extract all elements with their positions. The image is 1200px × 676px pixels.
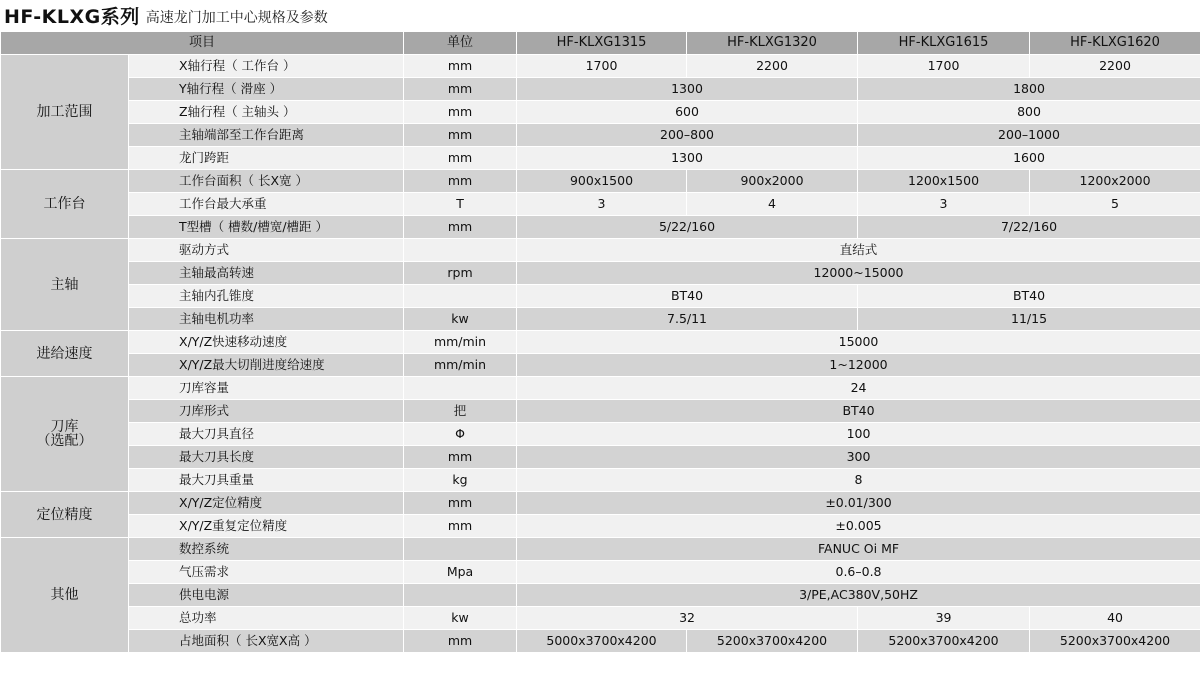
unit-cell: Φ xyxy=(404,423,517,446)
value-cell: 3 xyxy=(517,193,687,216)
unit-cell: 把 xyxy=(404,400,517,423)
value-cell: 1800 xyxy=(858,78,1200,101)
value-cell: 1~12000 xyxy=(517,354,1200,377)
value-cell: 1300 xyxy=(517,147,858,170)
unit-cell: mm xyxy=(404,515,517,538)
item-cell: 供电电源 xyxy=(129,584,404,607)
value-cell: 0.6–0.8 xyxy=(517,561,1200,584)
item-cell: 主轴最高转速 xyxy=(129,262,404,285)
item-cell: X/Y/Z重复定位精度 xyxy=(129,515,404,538)
value-cell: FANUC Oi MF xyxy=(517,538,1200,561)
value-cell: 5200x3700x4200 xyxy=(687,630,858,653)
spec-table xyxy=(0,31,1200,653)
unit-cell: mm xyxy=(404,446,517,469)
value-cell: 2200 xyxy=(687,55,858,78)
value-cell: 2200 xyxy=(1030,55,1200,78)
category-cell: 加工范围 xyxy=(1,55,129,170)
value-cell: 1600 xyxy=(858,147,1200,170)
value-cell: 100 xyxy=(517,423,1200,446)
item-cell: 最大刀具直径 xyxy=(129,423,404,446)
item-cell: 主轴电机功率 xyxy=(129,308,404,331)
table-row xyxy=(1,469,1200,492)
value-cell: 7.5/11 xyxy=(517,308,858,331)
table-row xyxy=(1,55,1200,78)
value-cell: BT40 xyxy=(858,285,1200,308)
unit-cell xyxy=(404,584,517,607)
unit-cell: Mpa xyxy=(404,561,517,584)
category-cell: 定位精度 xyxy=(1,492,129,538)
unit-cell: mm xyxy=(404,55,517,78)
value-cell: ±0.005 xyxy=(517,515,1200,538)
series-subtitle: 高速龙门加工中心规格及参数 xyxy=(145,10,328,26)
unit-cell: mm xyxy=(404,630,517,653)
table-row xyxy=(1,377,1200,400)
unit-cell: mm xyxy=(404,147,517,170)
table-row xyxy=(1,584,1200,607)
table-row xyxy=(1,308,1200,331)
category-cell: 其他 xyxy=(1,538,129,653)
unit-cell: mm/min xyxy=(404,354,517,377)
value-cell: 8 xyxy=(517,469,1200,492)
unit-cell: mm xyxy=(404,170,517,193)
value-cell: BT40 xyxy=(517,400,1200,423)
category-cell: 工作台 xyxy=(1,170,129,239)
item-cell: Y轴行程（ 滑座 ） xyxy=(129,78,404,101)
unit-cell: kg xyxy=(404,469,517,492)
item-cell: Z轴行程（ 主轴头 ） xyxy=(129,101,404,124)
table-row xyxy=(1,492,1200,515)
table-row xyxy=(1,170,1200,193)
table-row xyxy=(1,239,1200,262)
item-cell: 气压需求 xyxy=(129,561,404,584)
value-cell: 900x2000 xyxy=(687,170,858,193)
item-cell: X/Y/Z定位精度 xyxy=(129,492,404,515)
value-cell: 200–800 xyxy=(517,124,858,147)
item-cell: 驱动方式 xyxy=(129,239,404,262)
item-cell: X/Y/Z快速移动速度 xyxy=(129,331,404,354)
header-model: HF-KLXG1620 xyxy=(1030,32,1200,55)
value-cell: 32 xyxy=(517,607,858,630)
value-cell: 5200x3700x4200 xyxy=(858,630,1030,653)
table-row xyxy=(1,331,1200,354)
item-cell: 刀库形式 xyxy=(129,400,404,423)
value-cell: BT40 xyxy=(517,285,858,308)
table-row xyxy=(1,101,1200,124)
table-row xyxy=(1,78,1200,101)
value-cell: 24 xyxy=(517,377,1200,400)
unit-cell xyxy=(404,377,517,400)
page-title-bar xyxy=(0,0,1200,30)
item-cell: 占地面积（ 长X宽X高 ） xyxy=(129,630,404,653)
value-cell: 1200x2000 xyxy=(1030,170,1200,193)
value-cell: 39 xyxy=(858,607,1030,630)
value-cell: 1700 xyxy=(858,55,1030,78)
item-cell: 最大刀具重量 xyxy=(129,469,404,492)
table-row xyxy=(1,216,1200,239)
category-cell: 进给速度 xyxy=(1,331,129,377)
unit-cell xyxy=(404,538,517,561)
item-cell: 总功率 xyxy=(129,607,404,630)
table-row xyxy=(1,262,1200,285)
item-cell: X/Y/Z最大切削进度给速度 xyxy=(129,354,404,377)
value-cell: 直结式 xyxy=(517,239,1200,262)
table-row xyxy=(1,607,1200,630)
series-title: HF-KLXG系列 xyxy=(4,6,140,28)
value-cell: 15000 xyxy=(517,331,1200,354)
table-header-row xyxy=(1,32,1200,55)
table-row xyxy=(1,538,1200,561)
value-cell: 1700 xyxy=(517,55,687,78)
table-row xyxy=(1,147,1200,170)
category-cell: 主轴 xyxy=(1,239,129,331)
table-row xyxy=(1,630,1200,653)
header-model: HF-KLXG1315 xyxy=(517,32,687,55)
value-cell: 900x1500 xyxy=(517,170,687,193)
value-cell: 12000~15000 xyxy=(517,262,1200,285)
table-row xyxy=(1,354,1200,377)
table-row xyxy=(1,446,1200,469)
value-cell: 40 xyxy=(1030,607,1200,630)
value-cell: 5 xyxy=(1030,193,1200,216)
table-row xyxy=(1,561,1200,584)
value-cell: 3/PE,AC380V,50HZ xyxy=(517,584,1200,607)
value-cell: ±0.01/300 xyxy=(517,492,1200,515)
item-cell: 工作台面积（ 长X宽 ） xyxy=(129,170,404,193)
value-cell: 1300 xyxy=(517,78,858,101)
unit-cell: mm xyxy=(404,124,517,147)
table-row xyxy=(1,515,1200,538)
value-cell: 800 xyxy=(858,101,1200,124)
value-cell: 200–1000 xyxy=(858,124,1200,147)
value-cell: 5/22/160 xyxy=(517,216,858,239)
item-cell: X轴行程（ 工作台 ） xyxy=(129,55,404,78)
item-cell: 主轴内孔锥度 xyxy=(129,285,404,308)
item-cell: 数控系统 xyxy=(129,538,404,561)
header-model: HF-KLXG1320 xyxy=(687,32,858,55)
unit-cell: rpm xyxy=(404,262,517,285)
unit-cell xyxy=(404,285,517,308)
value-cell: 7/22/160 xyxy=(858,216,1200,239)
item-cell: 主轴端部至工作台距离 xyxy=(129,124,404,147)
value-cell: 300 xyxy=(517,446,1200,469)
unit-cell xyxy=(404,239,517,262)
unit-cell: mm/min xyxy=(404,331,517,354)
table-row xyxy=(1,193,1200,216)
item-cell: 刀库容量 xyxy=(129,377,404,400)
value-cell: 4 xyxy=(687,193,858,216)
value-cell: 5000x3700x4200 xyxy=(517,630,687,653)
value-cell: 5200x3700x4200 xyxy=(1030,630,1200,653)
category-cell: 刀库 （选配） xyxy=(1,377,129,492)
value-cell: 600 xyxy=(517,101,858,124)
unit-cell: mm xyxy=(404,492,517,515)
item-cell: T型槽（ 槽数/槽宽/槽距 ） xyxy=(129,216,404,239)
unit-cell: kw xyxy=(404,308,517,331)
header-item: 项目 xyxy=(1,32,404,55)
value-cell: 1200x1500 xyxy=(858,170,1030,193)
table-row xyxy=(1,285,1200,308)
item-cell: 最大刀具长度 xyxy=(129,446,404,469)
unit-cell: mm xyxy=(404,78,517,101)
header-unit: 单位 xyxy=(404,32,517,55)
item-cell: 龙门跨距 xyxy=(129,147,404,170)
header-model: HF-KLXG1615 xyxy=(858,32,1030,55)
unit-cell: kw xyxy=(404,607,517,630)
unit-cell: mm xyxy=(404,101,517,124)
value-cell: 11/15 xyxy=(858,308,1200,331)
unit-cell: T xyxy=(404,193,517,216)
table-row xyxy=(1,423,1200,446)
value-cell: 3 xyxy=(858,193,1030,216)
table-row xyxy=(1,400,1200,423)
table-row xyxy=(1,124,1200,147)
unit-cell: mm xyxy=(404,216,517,239)
item-cell: 工作台最大承重 xyxy=(129,193,404,216)
